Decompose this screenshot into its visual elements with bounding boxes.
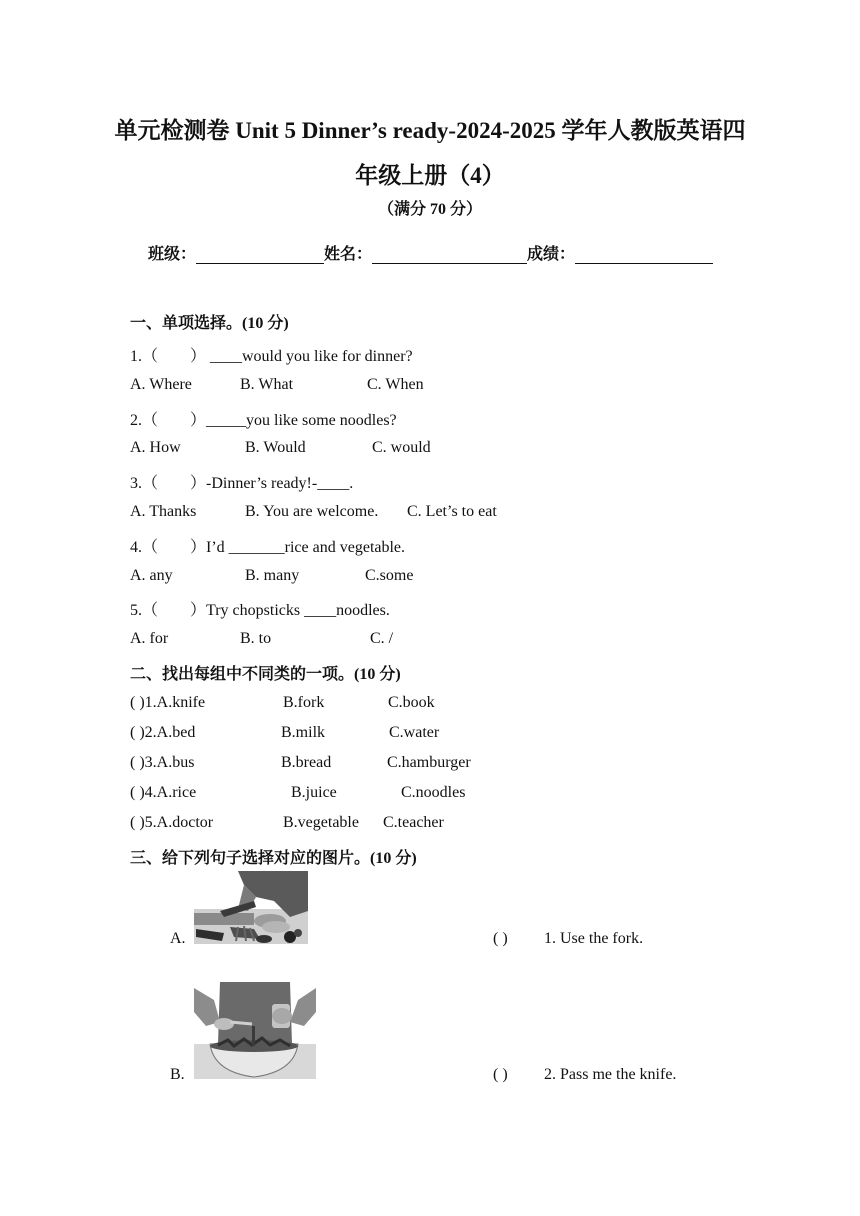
q2-option-a: A. How	[130, 439, 181, 456]
q3-stem: 3.（ ）-Dinner’s ready!-____.	[130, 475, 354, 492]
q5-option-b: B. to	[240, 630, 272, 647]
section1-heading: 一、单项选择。(10 分)	[130, 315, 289, 332]
q1-option-c: C. When	[367, 376, 424, 393]
q2-stem: 2.（ ）_____you like some noodles?	[130, 412, 397, 429]
s2-row3-b: B.bread	[281, 754, 332, 771]
q2-option-c: C. would	[372, 439, 431, 456]
salad-bowl-picture	[194, 982, 316, 1079]
q3-option-c: C. Let’s to eat	[407, 503, 497, 520]
q4-option-c: C.some	[365, 567, 414, 584]
picture-label-b: B.	[170, 1066, 185, 1083]
picture-label-a: A.	[170, 930, 186, 947]
cutting-vegetables-picture	[194, 871, 308, 944]
name-label: 姓名：	[324, 246, 373, 263]
q3-option-a: A. Thanks	[130, 503, 197, 520]
name-blank[interactable]	[372, 247, 527, 264]
s2-row5-c: C.teacher	[383, 814, 444, 831]
q5-stem: 5.（ ）Try chopsticks ____noodles.	[130, 602, 390, 619]
page-title-line1: 单元检测卷 Unit 5 Dinner’s ready-2024-2025 学年人教版英语四	[114, 118, 746, 143]
sentence-2: 2. Pass me the knife.	[544, 1066, 677, 1083]
q2-option-b: B. Would	[245, 439, 306, 456]
sentence-1: 1. Use the fork.	[544, 930, 644, 947]
s2-row1-c: C.book	[388, 694, 435, 711]
s2-row3-a: ( )3.A.bus	[130, 754, 195, 771]
q5-option-a: A. for	[130, 630, 169, 647]
q1-option-a: A. Where	[130, 376, 192, 393]
s2-row5-a: ( )5.A.doctor	[130, 814, 214, 831]
answer-paren-1[interactable]: ( )	[493, 930, 508, 947]
s2-row2-c: C.water	[389, 724, 440, 741]
s2-row4-c: C.noodles	[401, 784, 466, 801]
s2-row1-a: ( )1.A.knife	[130, 694, 206, 711]
s2-row4-b: B.juice	[291, 784, 337, 801]
s2-row3-c: C.hamburger	[387, 754, 471, 771]
q4-stem: 4.（ ）I’d _______rice and vegetable.	[130, 539, 406, 556]
s2-row1-b: B.fork	[283, 694, 325, 711]
section2-heading: 二、找出每组中不同类的一项。(10 分)	[130, 666, 401, 683]
s2-row5-b: B.vegetable	[283, 814, 359, 831]
s2-row2-a: ( )2.A.bed	[130, 724, 196, 741]
class-blank[interactable]	[196, 247, 324, 264]
q5-option-c: C. /	[370, 630, 394, 647]
s2-row2-b: B.milk	[281, 724, 326, 741]
q4-option-a: A. any	[130, 567, 173, 584]
section3-heading: 三、给下列句子选择对应的图片。(10 分)	[130, 850, 417, 867]
q1-stem: 1.（ ） ____would you like for dinner?	[130, 348, 413, 365]
score-blank[interactable]	[575, 247, 713, 264]
q1-option-b: B. What	[240, 376, 294, 393]
class-label: 班级：	[148, 246, 197, 263]
full-score: （满分 70 分）	[377, 201, 482, 218]
q3-option-b: B. You are welcome.	[245, 503, 379, 520]
answer-paren-2[interactable]: ( )	[493, 1066, 508, 1083]
q4-option-b: B. many	[245, 567, 300, 584]
page-title-line2: 年级上册（4）	[355, 163, 505, 188]
score-label: 成绩：	[527, 246, 576, 263]
s2-row4-a: ( )4.A.rice	[130, 784, 197, 801]
info-line	[148, 241, 713, 264]
